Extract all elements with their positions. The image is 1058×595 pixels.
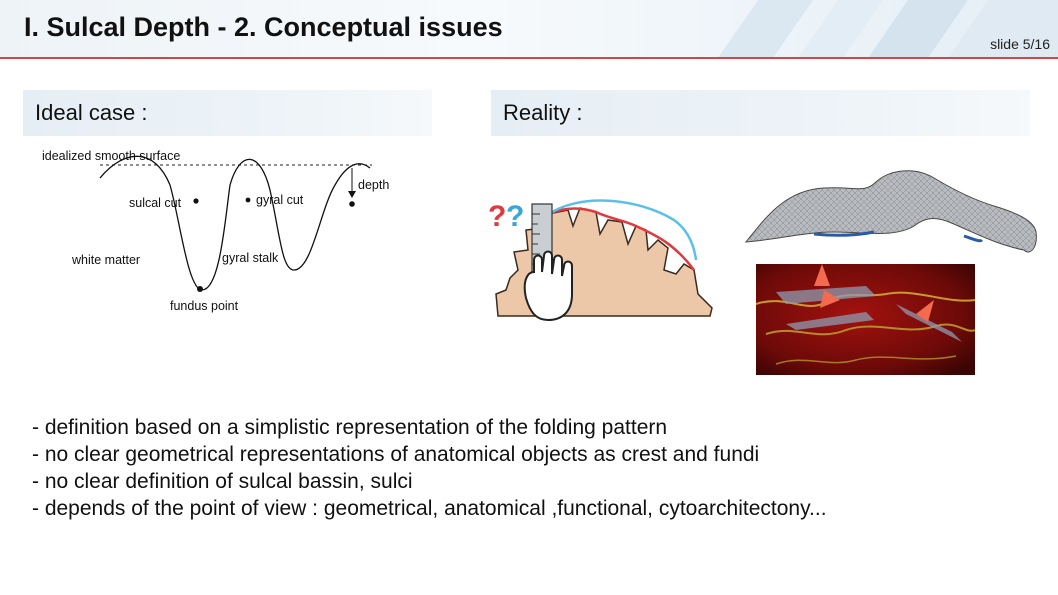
gyral-cut-dot — [246, 198, 251, 203]
header-bar — [0, 0, 1058, 58]
bullet-item: - depends of the point of view : geometrical, anatomical ,functional, cytoarchitectony... — [32, 497, 827, 520]
ideal-case-heading: Ideal case : — [23, 90, 432, 136]
surface-label: idealized smooth surface — [42, 149, 181, 163]
gyral-stalk-label: gyral stalk — [222, 251, 279, 265]
depth-label: depth — [358, 178, 390, 192]
reality-heading: Reality : — [491, 90, 1030, 136]
bullet-item: - no clear definition of sulcal bassin, sulci — [32, 470, 413, 493]
fundus-dot — [197, 286, 203, 292]
bullet-list — [32, 414, 827, 522]
depth-dot — [349, 201, 355, 207]
sulcal-cut-label: sulcal cut — [129, 196, 182, 210]
cortex-curve — [100, 156, 370, 290]
bullet-item: - definition based on a simplistic representation of the folding pattern — [32, 416, 668, 439]
slide-number: slide 5/16 — [990, 36, 1050, 52]
gyral-cut-label: gyral cut — [256, 193, 304, 207]
page-title: I. Sulcal Depth - 2. Conceptual issues — [24, 12, 503, 42]
question-blue: ? — [506, 200, 525, 233]
reality-brain-volume — [756, 264, 975, 375]
ideal-case-diagram — [30, 140, 410, 320]
sulcal-cut-dot — [193, 198, 198, 203]
question-red: ? — [488, 200, 507, 233]
white-matter-label: white matter — [72, 253, 141, 267]
reality-tissue-illustration — [488, 190, 724, 330]
fundus-label: fundus point — [170, 299, 239, 313]
bullet-item: - no clear geometrical representations of anatomical objects as crest and fundi — [32, 443, 760, 466]
header-divider — [0, 57, 1058, 59]
reality-mesh-surface — [744, 160, 1042, 260]
